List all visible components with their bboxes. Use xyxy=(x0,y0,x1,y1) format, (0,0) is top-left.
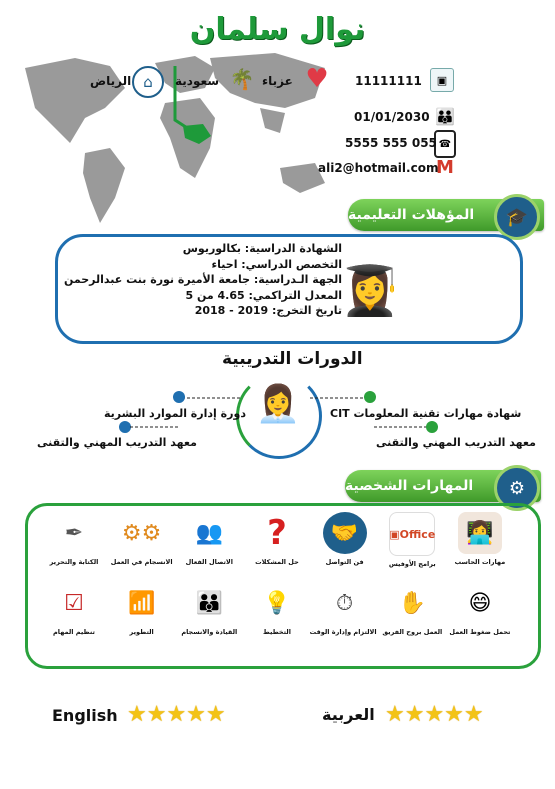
gears-icon: ⚙⚙ xyxy=(121,520,162,546)
graduate-girl-icon: 👩‍🎓 xyxy=(340,263,400,319)
skill-item xyxy=(380,512,444,568)
education-details xyxy=(63,241,342,319)
education-institution: الجهة الـدراسية: جامعة الأميرة نورة بنت عبدالرحمن xyxy=(63,273,342,286)
skill-label: مهارات الحاسب xyxy=(454,558,506,566)
home-icon: ⌂ xyxy=(132,66,164,98)
provider-connectors xyxy=(130,400,430,440)
nationality: سعودية xyxy=(175,74,220,88)
education-graduation: تاريخ التخرج: 2019 - 2018 xyxy=(194,304,342,317)
id-card-icon: ▣ xyxy=(430,68,454,92)
skill-label: حل المشكلات xyxy=(255,558,299,566)
heart-icon: ♥ xyxy=(305,64,329,94)
skill-label: برامج الأوفيس xyxy=(388,560,436,568)
skill-label: فن التواصل xyxy=(325,558,364,566)
skill-label: العمل بروح الفريق xyxy=(382,628,443,636)
smiley-icon: 😄 xyxy=(468,590,492,616)
skill-item xyxy=(177,582,241,636)
skill-label: تحمل ضغوط العمل xyxy=(449,628,511,636)
skill-label: تنظيم المهام xyxy=(53,628,95,636)
skill-item xyxy=(313,512,377,568)
saudi-emblem-icon: 🌴 xyxy=(229,67,255,91)
computer-user-icon: 👩‍💻 xyxy=(458,512,502,554)
language-arabic: العربية xyxy=(322,705,375,724)
question-icon: ? xyxy=(267,513,287,553)
course-1-name: شهادة مهارات تقنية المعلومات CIT xyxy=(330,407,522,420)
birth-date: 01/01/2030 xyxy=(354,110,430,124)
communication-icon: 👥 xyxy=(195,520,224,546)
skill-item xyxy=(42,582,106,636)
team-hands-icon: ✋ xyxy=(398,590,426,616)
skill-item xyxy=(380,582,444,636)
english-stars: ★★★★★ xyxy=(127,702,226,727)
email: ali2@hotmail.com xyxy=(318,161,439,175)
course-2-provider: معهد التدريب المهني والتقنى xyxy=(37,436,197,449)
clock-icon: ⏱ xyxy=(336,590,354,616)
skill-item xyxy=(177,512,241,568)
person-name: نوال سلمان xyxy=(189,12,366,47)
courses-title: الدورات التدريبية xyxy=(222,349,363,369)
skill-item xyxy=(245,582,309,636)
education-major: التخصص الدراسي: احياء xyxy=(211,257,342,271)
skill-item xyxy=(42,512,106,568)
family-icon: 👪 xyxy=(435,106,455,126)
language-english: English xyxy=(52,706,118,725)
skill-item xyxy=(110,582,174,636)
handshake-icon: 🤝 xyxy=(323,512,367,554)
id-number: 11111111 xyxy=(355,74,422,88)
marital-status: عزباء xyxy=(262,74,293,88)
phone-number: 055 555 5555 xyxy=(345,136,437,150)
skills-title: المهارات الشخصية xyxy=(345,478,474,494)
gmail-icon: M xyxy=(436,156,454,178)
skills-row-2 xyxy=(42,582,512,636)
skill-label: الانسجام في العمل xyxy=(110,558,173,566)
skill-item xyxy=(110,512,174,568)
trainer-icon: 👩‍💼 xyxy=(255,384,301,425)
education-title: المؤهلات التعليمية xyxy=(348,207,475,223)
skills-row-1 xyxy=(42,512,512,568)
pen-icon: ✒ xyxy=(64,520,84,546)
education-gpa: المعدل التراكمي: 4.65 من 5 xyxy=(185,288,342,302)
skill-label: التخطيط xyxy=(262,628,291,636)
skill-label: التطوير xyxy=(129,628,154,636)
skill-label: الكتابة والتحرير xyxy=(49,558,99,566)
skill-item xyxy=(309,582,377,636)
office-icon: ▣Office xyxy=(389,512,435,556)
phone-icon: ☎ xyxy=(434,130,456,158)
course-1-provider: معهد التدريب المهني والتقنى xyxy=(376,436,536,449)
skill-item xyxy=(448,512,512,568)
skill-item xyxy=(245,512,309,568)
bulb-icon: 💡 xyxy=(263,590,291,616)
skill-label: الالتزام وإدارة الوقت xyxy=(309,628,377,636)
stairs-icon: 📶 xyxy=(127,590,156,616)
skill-item xyxy=(448,582,512,636)
checklist-icon: ☑ xyxy=(64,590,84,616)
education-degree: الشهادة الدراسية: بكالوريوس xyxy=(182,242,342,255)
course-2-name: دورة إدارة الموارد البشرية xyxy=(104,407,246,420)
gears-header-icon: ⚙ xyxy=(494,465,540,511)
arabic-stars: ★★★★★ xyxy=(385,702,484,727)
skill-label: الاتصال الفعال xyxy=(185,558,233,566)
leader-icon: 👨‍👨‍👦 xyxy=(195,590,224,616)
city: الرياض xyxy=(90,74,132,88)
graduation-cap-icon: 🎓 xyxy=(494,194,540,240)
skill-label: القيادة والانسجام xyxy=(181,628,238,636)
